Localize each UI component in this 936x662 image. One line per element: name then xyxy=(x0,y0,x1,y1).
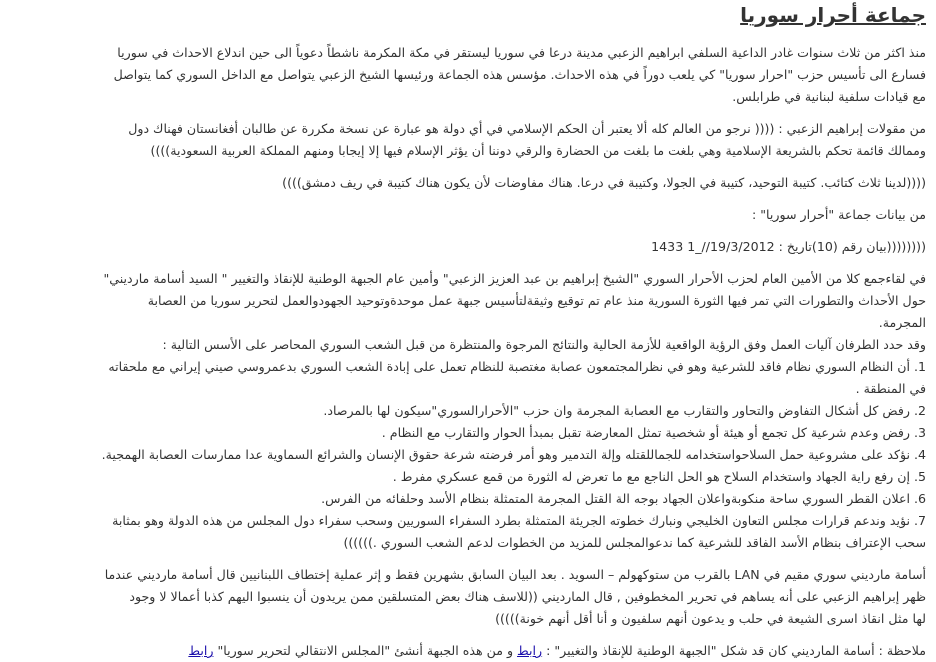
closing-paragraph xyxy=(10,564,926,630)
statements-label: من بيانات جماعة "أحرار سوريا" : xyxy=(752,207,926,222)
statement-line: سحب الإعتراف بنظام الأسد الفاقد للشرعية كما ندعوالمجلس للمزيد من الخطوات لدعم الشعب السوري .)))))) xyxy=(343,535,926,550)
quote-line: من مقولات إبراهيم الزعبي : (((( نرجو من العالم كله ألا يعتبر أن الحكم الإسلامي في أي دولة هو عبارة عن نسخة مكررة عن طالبان أفغانستان فهناك دول xyxy=(128,121,926,136)
statement-line: 5. إن رفع راية الجهاد واستخدام السلاح هو الحل الناجع مع ما تعرض له الثورة من قمع عسكري مفرط . xyxy=(392,469,926,484)
page-title: جماعة أحرار سوريا xyxy=(740,3,926,27)
quote-paragraph-1 xyxy=(10,118,926,162)
footer-note xyxy=(10,640,926,662)
statement-line: 2. رفض كل أشكال التفاوض والتحاور والتقارب مع العصابة المجرمة وان حزب "الأحرارالسوري"سيكون لها بالمرصاد. xyxy=(323,403,926,418)
statement-line: 3. رفض وعدم شرعية كل تجمع أو هيئة أو شخصية تمثل المعارضة تقبل بمبدأ الحوار والتقارب مع النظام . xyxy=(381,425,926,440)
statement-line: وقد حدد الطرفان آليات العمل وفق الرؤية الواقعية للأزمة الحالية والنتائج المرجوة والمنتظرة من قبل الشعب السوري المحاصر على الأسس التالية : xyxy=(162,337,926,352)
quote-line: وممالك قائمة تحكم بالشريعة الإسلامية وهي بلغت ما بلغت من الحضارة والرقي دوننا أن يؤثر الإسلام فيها إلا إيجابا ومنهم المملكة العربية السعودية)))) xyxy=(150,143,926,158)
statement-line: في المنطقة . xyxy=(855,381,926,396)
footer-link-1[interactable]: رابط xyxy=(517,643,543,658)
statement-line: في لقاءجمع كلا من الأمين العام لحزب الأحرار السوري "الشيخ إبراهيم بن عبد العزيز الزعبي" وأمين عام الجبهة الوطنية للإنقاذ والتغيير " السيد أسامة مارديني" xyxy=(103,271,926,286)
statement-line: 6. اعلان القطر السوري ساحة منكوبةواعلان الجهاد بوجه الة القتل المجرمة المتمثلة بنظام الأسد وحلفائه من الفرس. xyxy=(321,491,926,506)
statement-line: المجرمة. xyxy=(878,315,926,330)
intro-line: مع قيادات سلفية لبنانية في طرابلس. xyxy=(732,89,926,104)
intro-line: منذ اكثر من ثلاث سنوات غادر الداعية السلفي ابراهيم الزعبي مدينة درعا في سوريا ليستقر في مكة المكرمة ناشطاً دعوياً الى حين اندلاع الاحداث في سوريا xyxy=(117,45,926,60)
intro-paragraph xyxy=(10,42,926,108)
quote-paragraph-2: ((((لدينا ثلاث كتائب. كتيبة التوحيد، كتيبة في الجولا، وكتيبة في درعا. هناك مفاوضات لأن يكون هناك كتيبة في ريف دمشق)))) xyxy=(282,175,926,190)
footer-text: ملاحظة : أسامة المارديني كان قد شكل "الجبهة الوطنية للإنقاذ والتغيير" : xyxy=(546,643,926,658)
statement-line: 1. أن النظام السوري نظام فاقد للشرعية وهو في نظرالمجتمعون عصابة مغتصبة للنظام تعمل على إبادة الشعب السوري بدعمروسي صيني إيراني مع ملحقاته xyxy=(108,359,926,374)
statement-body xyxy=(10,268,926,554)
statement-reference: ((((((((بيان رقم (10)تاريخ : 19/3/2012//_1 1433 xyxy=(651,239,926,254)
statement-line: 4. نؤكد على مشروعية حمل السلاحواستخدامه للجماللقتله وإلة التدمير وهو أمر فرضته شرعة حقوق الإنسان والشرائع السماوية عدا ممارسات العصابة الهمجية. xyxy=(101,447,926,462)
statement-line: حول الأحداث والتطورات التي تمر فيها الثورة السورية منذ عام تم توقيع وثيقةلتأسيس جبهة عمل موحدةوتوحيد الجهودوالعمل لتحرير سوريا من العصابة xyxy=(147,293,926,308)
intro-line: فسارع الى تأسيس حزب "احرار سوريا" كي يلعب دوراً في هذه الاحداث. مؤسس هذه الجماعة ورئيسها الشيخ الزعبي يتواصل مع الداخل السوري كما يتواصل xyxy=(113,67,926,82)
statement-line: 7. نؤيد وندعم قرارات مجلس التعاون الخليجي ونبارك خطوته الجريئة المتمثلة بطرد السفراء السوريين وسحب سفراء دول المجلس من هذه الدولة وهو بمثابة xyxy=(112,513,926,528)
footer-link-2[interactable]: رابط xyxy=(188,643,214,658)
closing-line: لها مثل انقاذ اسرى الشيعة في حلب و يدعون أنهم سلفيون و أنا أقل أنهم خونة))))) xyxy=(495,611,926,626)
closing-line: ظهر إبراهيم الزعبي على أنه يساهم في تحرير المخطوفين , قال المارديني ((للاسف هناك بعض المتسلقين ممن يريدون أن ينسبوا اليهم كذبا أعمالا لا وجود xyxy=(129,589,926,604)
closing-line: أسامة مارديني سوري مقيم في LAN بالقرب من ستوكهولم – السويد . بعد البيان السابق بشهرين فقط و إثر عملية إختطاف اللبنانيين قال أسامة مارديني عندما xyxy=(104,567,926,582)
footer-middle-text: و من هذه الجبهة أنشئ "المجلس الانتقالي لتحرير سوريا" xyxy=(217,643,514,658)
